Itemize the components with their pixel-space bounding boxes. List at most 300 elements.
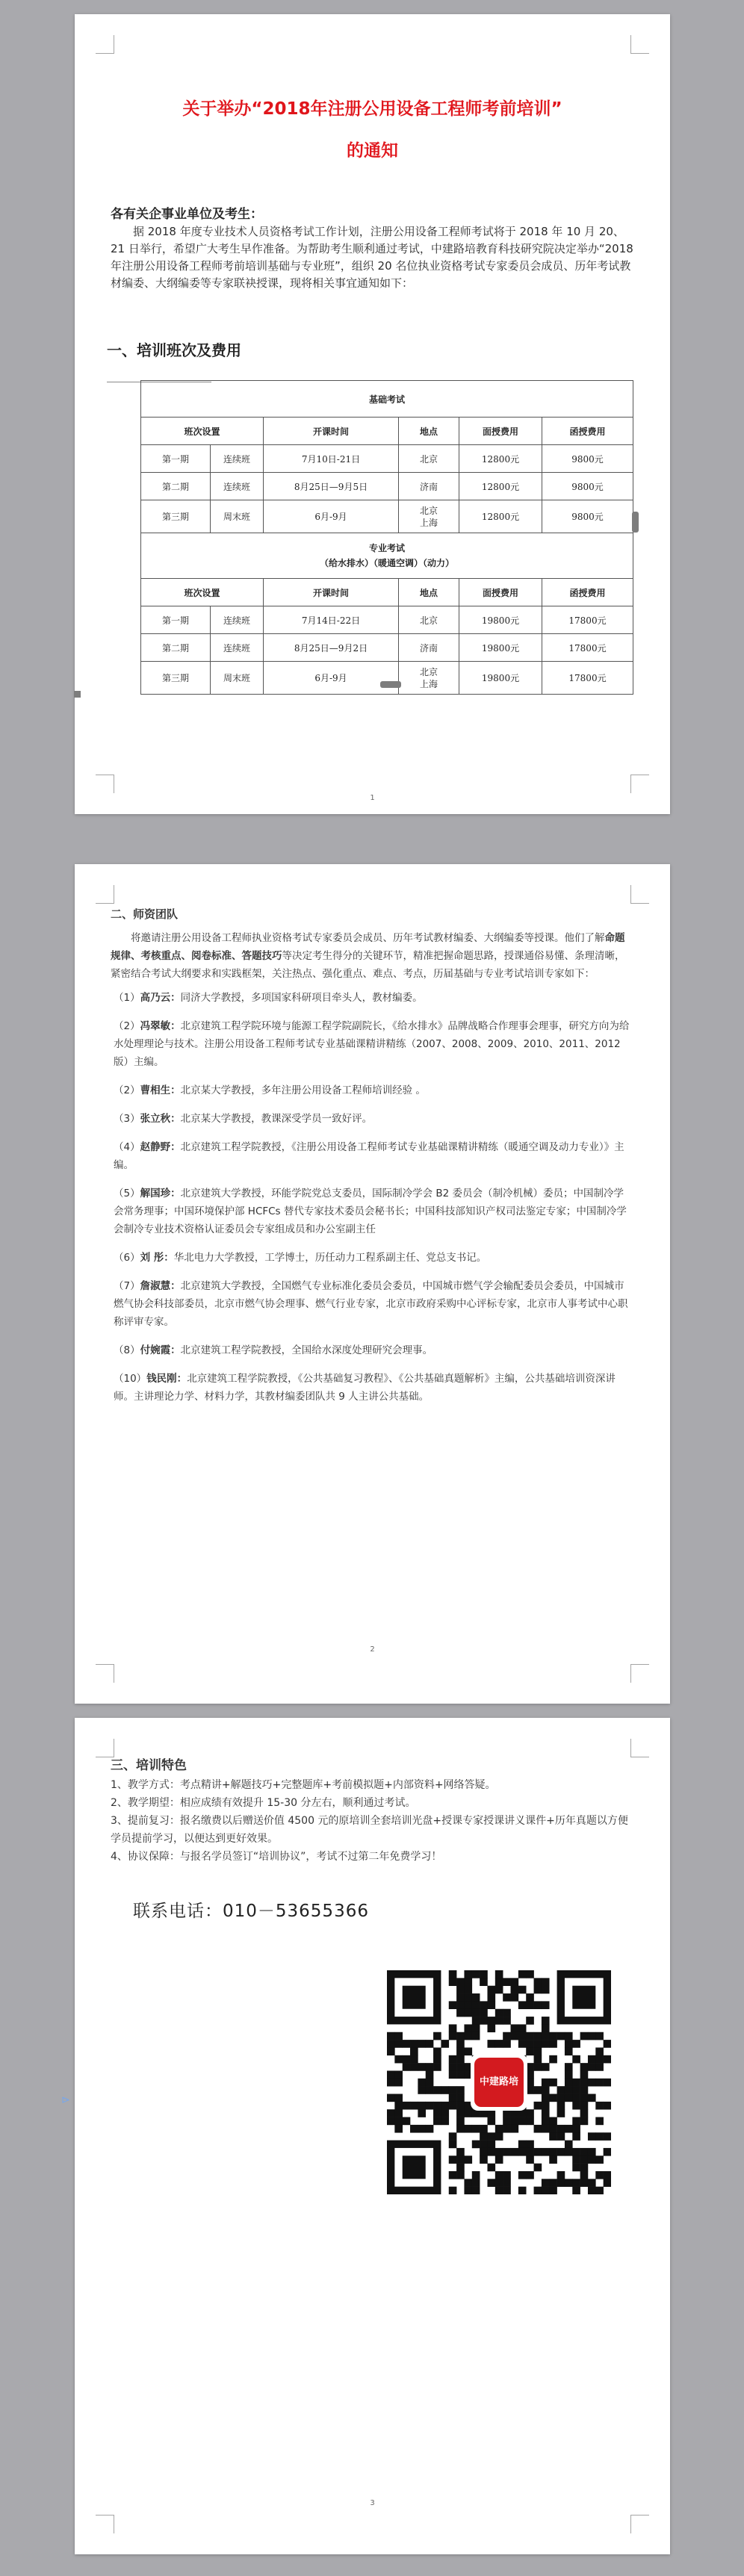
- qr-module: [456, 2055, 465, 2064]
- text-cursor-icon: ⊳: [61, 2094, 70, 2106]
- class-type-cell: 连续班: [211, 606, 264, 634]
- qr-module: [534, 2055, 542, 2064]
- qr-module: [426, 2063, 434, 2071]
- qr-module: [464, 1970, 472, 1978]
- qr-module: [588, 2094, 596, 2102]
- qr-module: [456, 2063, 465, 2071]
- face-fee-cell: 19800元: [459, 662, 542, 695]
- qr-module: [511, 1978, 519, 1986]
- remote-fee-cell: 17800元: [542, 662, 633, 695]
- qr-module: [588, 2187, 596, 2194]
- qr-module: [495, 2156, 503, 2164]
- qr-module: [472, 2017, 480, 2025]
- qr-module: [487, 1986, 495, 1994]
- qr-module: [394, 2125, 403, 2133]
- qr-module: [433, 2063, 441, 2071]
- qr-module: [487, 2141, 495, 2149]
- qr-module: [511, 1986, 519, 1994]
- qr-module: [487, 1993, 495, 2002]
- qr-module: [511, 2125, 519, 2133]
- qr-module: [449, 2102, 457, 2110]
- location-cell: 北京: [399, 445, 459, 473]
- qr-module: [456, 2117, 465, 2126]
- qr-module: [394, 2102, 403, 2110]
- qr-module: [433, 2086, 441, 2094]
- table-row: [141, 445, 633, 473]
- salutation: 各有关企事业单位及考生：: [111, 207, 263, 222]
- qr-module: [511, 2024, 519, 2032]
- col-header: 地点: [399, 579, 459, 606]
- table-row: [141, 634, 633, 662]
- qr-module: [518, 2141, 527, 2149]
- qr-module: [426, 2079, 434, 2087]
- qr-module: [464, 1986, 472, 1994]
- qr-module: [449, 2141, 457, 2149]
- fee-table: [140, 380, 633, 695]
- teacher-desc: 华北电力大学教授，工学博士，历任动力工程系副主任、党总支书记。: [173, 1252, 487, 1264]
- qr-module: [542, 2017, 550, 2025]
- qr-module: [503, 2125, 511, 2133]
- qr-module: [565, 2070, 573, 2079]
- qr-module: [464, 2179, 472, 2187]
- qr-module: [487, 2017, 495, 2025]
- qr-module: [604, 2079, 611, 2087]
- qr-module: [549, 2148, 557, 2156]
- teacher-item: [111, 1249, 633, 1267]
- qr-module: [456, 2125, 465, 2133]
- qr-module: [387, 2032, 395, 2040]
- notice-title-line2: 的通知: [347, 141, 398, 161]
- qr-module: [534, 2001, 542, 2009]
- section-heading-3: 三、培训特色: [111, 1758, 187, 1773]
- qr-module: [433, 2055, 441, 2064]
- section-heading-2: 二、师资团队: [111, 907, 179, 921]
- feature-item: 1、教学方式：考点精讲+解题技巧+完整题库+考前模拟题+内部资料+网络答疑。: [111, 1779, 496, 1791]
- qr-module: [495, 2125, 503, 2133]
- qr-module: [549, 2156, 557, 2164]
- qr-module: [557, 2148, 565, 2156]
- qr-module: [441, 2109, 449, 2117]
- qr-module: [464, 2047, 472, 2055]
- qr-module: [449, 2171, 457, 2179]
- remote-fee-cell: 9800元: [542, 500, 633, 533]
- time-cell: 7月10日-21日: [264, 445, 399, 473]
- qr-module: [426, 2125, 434, 2133]
- teacher-no: （2）: [114, 1084, 140, 1096]
- teacher-no: （5）: [114, 1188, 140, 1199]
- teacher-name: 冯翠敏：: [140, 1020, 181, 1032]
- face-fee-cell: 19800元: [459, 634, 542, 662]
- qr-module: [456, 2070, 465, 2079]
- qr-module: [449, 2086, 457, 2094]
- qr-finder-square: [403, 2156, 426, 2179]
- qr-module: [456, 2156, 465, 2164]
- qr-module: [572, 2040, 580, 2048]
- teacher-item: [111, 1277, 633, 1331]
- document-page-1: [75, 14, 670, 814]
- table-resize-handle-bottom[interactable]: [380, 681, 401, 688]
- qr-module: [580, 2164, 589, 2172]
- crop-mark: [96, 1739, 114, 1757]
- qr-module: [549, 2125, 557, 2133]
- qr-module: [418, 2086, 426, 2094]
- qr-module: [565, 2040, 573, 2048]
- qr-module: [542, 1978, 550, 1986]
- qr-module: [534, 2032, 542, 2040]
- qr-module: [542, 2024, 550, 2032]
- period-cell: 第一期: [141, 606, 211, 634]
- col-header: 地点: [399, 418, 459, 445]
- pro-exam-title-text: 专业考试: [368, 543, 405, 553]
- qr-module: [549, 2179, 557, 2187]
- qr-module: [572, 2156, 580, 2164]
- col-header: 开课时间: [264, 579, 399, 606]
- time-cell: 6月-9月: [264, 662, 399, 695]
- faculty-intro-emphasis: 命题规律、考核重点、阅卷标准、答题技巧: [111, 932, 625, 962]
- qr-module: [557, 2125, 565, 2133]
- teacher-item: [111, 1081, 633, 1099]
- intro-paragraph: 据 2018 年度专业技术人员资格考试工作计划，注册公用设备工程师考试将于 2018 年 10 月 20、21 日举行，希望广大考生早作准备。为帮助考生顺利通过考试，中建路培教育科技研究院决定举办“2018 年注册公用设备工程师考前培训基础与专业班”，组织 20 名位执业资格考试专家委员会成员、历年考试教材编委、大纲编委等专家联袂授课，现将相关事宜通知如下：: [111, 225, 633, 290]
- crop-mark: [96, 35, 114, 54]
- qr-module: [604, 2040, 611, 2048]
- qr-module: [595, 2055, 604, 2064]
- face-fee-cell: 12800元: [459, 473, 542, 500]
- qr-module: [588, 2132, 596, 2141]
- qr-module: [565, 2094, 573, 2102]
- qr-module: [441, 2086, 449, 2094]
- location-cell: 北京 上海: [399, 662, 459, 695]
- qr-module: [456, 1986, 465, 1994]
- col-header: 面授费用: [459, 418, 542, 445]
- qr-module: [588, 2079, 596, 2087]
- qr-module: [572, 2125, 580, 2133]
- qr-module: [472, 2179, 480, 2187]
- qr-module: [495, 1986, 503, 1994]
- qr-module: [449, 2032, 457, 2040]
- qr-module: [464, 2001, 472, 2009]
- crop-mark: [96, 2515, 114, 2533]
- qr-module: [557, 2094, 565, 2102]
- feature-item: 4、协议保障：与报名学员签订“培训协议”，考试不过第二年免费学习！: [111, 1851, 442, 1863]
- qr-module: [595, 2171, 604, 2179]
- qr-module: [403, 2102, 411, 2110]
- qr-module: [503, 2117, 511, 2126]
- teacher-name: 钱民刚：: [146, 1373, 187, 1385]
- qr-module: [456, 2102, 465, 2110]
- qr-module: [580, 2171, 589, 2179]
- qr-module: [472, 1970, 480, 1978]
- qr-module: [534, 1978, 542, 1986]
- location-cell: 北京 上海: [399, 500, 459, 533]
- qr-module: [456, 2086, 465, 2094]
- qr-module: [503, 2148, 511, 2156]
- teacher-name: 曹相生：: [140, 1084, 181, 1096]
- col-header: 面授费用: [459, 579, 542, 606]
- teacher-no: （4）: [114, 1141, 140, 1153]
- teacher-no: （1）: [114, 992, 140, 1004]
- qr-module: [542, 2179, 550, 2187]
- qr-module: [464, 2109, 472, 2117]
- qr-module: [526, 2109, 534, 2117]
- qr-module: [526, 1970, 534, 1978]
- qr-module: [394, 2094, 403, 2102]
- crop-mark: [630, 775, 649, 793]
- qr-module: [588, 2032, 596, 2040]
- qr-module: [387, 2109, 395, 2117]
- qr-module: [456, 2047, 465, 2055]
- qr-module: [542, 2117, 550, 2126]
- qr-module: [449, 2132, 457, 2141]
- qr-module: [595, 2117, 604, 2126]
- teacher-no: （2）: [114, 1020, 140, 1032]
- period-cell: 第二期: [141, 634, 211, 662]
- qr-module: [534, 2047, 542, 2055]
- qr-module: [503, 2187, 511, 2194]
- qr-module: [595, 2079, 604, 2087]
- qr-module: [487, 2179, 495, 2187]
- teacher-name: 解国珍：: [140, 1188, 181, 1199]
- qr-module: [472, 2187, 480, 2194]
- qr-module: [518, 2117, 527, 2126]
- qr-module: [526, 2117, 534, 2126]
- qr-module: [480, 2132, 488, 2141]
- qr-module: [511, 1993, 519, 2002]
- qr-module: [557, 2086, 565, 2094]
- pro-exam-title: [141, 533, 633, 579]
- remote-fee-cell: 9800元: [542, 445, 633, 473]
- qr-module: [456, 2032, 465, 2040]
- qr-module: [557, 2032, 565, 2040]
- col-header: 班次设置: [141, 418, 264, 445]
- qr-module: [542, 1986, 550, 1994]
- page-number: 1: [370, 794, 375, 802]
- document-page-2: [75, 864, 670, 1704]
- qr-module: [426, 2040, 434, 2048]
- qr-module: [456, 2009, 465, 2017]
- qr-module: [449, 2055, 457, 2064]
- qr-module: [572, 2187, 580, 2194]
- qr-module: [394, 2055, 403, 2064]
- qr-module: [534, 2148, 542, 2156]
- qr-module: [580, 2032, 589, 2040]
- teacher-name: 刘 彤：: [140, 1252, 174, 1264]
- qr-module: [518, 1970, 527, 1978]
- section-heading-1: 一、培训班次及费用: [107, 341, 241, 359]
- qr-module: [495, 1978, 503, 1986]
- qr-module: [549, 2132, 557, 2141]
- feature-item: 3、提前复习：报名缴费以后赠送价值 4500 元的原培训全套培训光盘+授课专家授课讲义课件+历年真题以方便学员提前学习，以便达到更好效果。: [111, 1815, 628, 1845]
- qr-module: [503, 1978, 511, 1986]
- qr-module: [464, 2187, 472, 2194]
- qr-module: [441, 2117, 449, 2126]
- qr-module: [387, 2040, 395, 2048]
- location-cell: 济南: [399, 473, 459, 500]
- col-header: 函授费用: [542, 579, 633, 606]
- table-row: [141, 606, 633, 634]
- remote-fee-cell: 17800元: [542, 606, 633, 634]
- qr-module: [526, 2141, 534, 2149]
- qr-module: [595, 2187, 604, 2194]
- qr-logo-badge: [471, 2054, 527, 2111]
- qr-module: [604, 2132, 611, 2141]
- qr-finder-square: [403, 1986, 426, 2009]
- face-fee-cell: 19800元: [459, 606, 542, 634]
- qr-module: [580, 2156, 589, 2164]
- qr-module: [480, 1978, 488, 1986]
- teacher-no: （7）: [114, 1280, 140, 1292]
- qr-module: [472, 1993, 480, 2002]
- qr-module: [456, 2109, 465, 2117]
- class-type-cell: 连续班: [211, 473, 264, 500]
- qr-module: [449, 2094, 457, 2102]
- teacher-desc: 北京建筑工程学院环境与能源工程学院副院长，《给水排水》品牌战略合作理事会理事，研究方向为给水处理理论与技术。注册公用设备工程师考试专业基础课精讲精练（2007、2008、2009、2010、2011、2012 版）主编。: [114, 1020, 630, 1068]
- col-header: 班次设置: [141, 579, 264, 606]
- qr-module: [511, 2117, 519, 2126]
- qr-module: [394, 2040, 403, 2048]
- time-cell: 8月25日—9月2日: [264, 634, 399, 662]
- qr-module: [557, 2179, 565, 2187]
- qr-module: [418, 2063, 426, 2071]
- qr-module: [542, 2079, 550, 2087]
- qr-module: [549, 2094, 557, 2102]
- qr-module: [572, 2179, 580, 2187]
- period-cell: 第一期: [141, 445, 211, 473]
- qr-module: [542, 2032, 550, 2040]
- col-header: 函授费用: [542, 418, 633, 445]
- qr-module: [565, 2125, 573, 2133]
- teacher-item: [111, 1341, 633, 1359]
- qr-module: [456, 2171, 465, 2179]
- qr-module: [542, 2094, 550, 2102]
- teacher-name: 赵静野：: [140, 1141, 181, 1153]
- qr-module: [572, 2094, 580, 2102]
- contact-phone: 联系电话：010－53655366: [133, 1902, 369, 1921]
- qr-module: [580, 2079, 589, 2087]
- qr-module: [433, 2117, 441, 2126]
- qr-module: [534, 2125, 542, 2133]
- qr-module: [565, 2148, 573, 2156]
- qr-module: [518, 1986, 527, 1994]
- qr-module: [433, 2109, 441, 2117]
- qr-module: [526, 2171, 534, 2179]
- qr-module: [557, 2109, 565, 2117]
- teacher-desc: 同济大学教授，多项国家科研项目牵头人，教材编委。: [180, 992, 423, 1004]
- qr-module: [480, 2148, 488, 2156]
- qr-module: [526, 2148, 534, 2156]
- qr-module: [565, 2179, 573, 2187]
- teacher-desc: 北京某大学教授，多年注册公用设备工程师培训经验 。: [180, 1084, 426, 1096]
- period-cell: 第三期: [141, 500, 211, 533]
- qr-module: [394, 2032, 403, 2040]
- qr-module: [503, 1993, 511, 2002]
- qr-module: [580, 2117, 589, 2126]
- qr-module: [557, 2102, 565, 2110]
- qr-module: [426, 2086, 434, 2094]
- qr-module: [410, 2102, 418, 2110]
- qr-module: [588, 2156, 596, 2164]
- qr-module: [495, 1970, 503, 1978]
- crop-mark: [630, 2515, 649, 2533]
- remote-fee-cell: 9800元: [542, 473, 633, 500]
- qr-module: [456, 2001, 465, 2009]
- qr-module: [518, 2148, 527, 2156]
- qr-module: [387, 2079, 395, 2087]
- qr-module: [565, 2079, 573, 2087]
- teacher-no: （8）: [114, 1344, 140, 1356]
- qr-module: [387, 2070, 395, 2079]
- time-cell: 8月25日—9月5日: [264, 473, 399, 500]
- qr-module: [557, 2171, 565, 2179]
- class-type-cell: 周末班: [211, 662, 264, 695]
- faculty-intro-c: 等决定考生得分的关键环节，精准把握命题思路，授课通俗易懂、条理清晰，紧密结合考试大纲要求和实践框架，关注热点、强化重点、难点、考点，历届基础与专业考试培训专家如下：: [111, 950, 625, 980]
- qr-module: [518, 2001, 527, 2009]
- notice-title: 关于举办“2018年注册公用设备工程师考前培训”: [182, 99, 562, 119]
- crop-mark: [630, 1739, 649, 1757]
- qr-module: [518, 2024, 527, 2032]
- qr-module: [480, 2156, 488, 2164]
- qr-module: [526, 2047, 534, 2055]
- qr-module: [480, 1970, 488, 1978]
- qr-module: [495, 2040, 503, 2048]
- location-cell: 北京: [399, 606, 459, 634]
- teacher-item: [111, 1138, 633, 1174]
- teacher-name: 付婉霞：: [140, 1344, 181, 1356]
- qr-module: [534, 2063, 542, 2071]
- qr-module: [394, 2079, 403, 2087]
- qr-module: [580, 2148, 589, 2156]
- face-fee-cell: 12800元: [459, 500, 542, 533]
- qr-module: [472, 2141, 480, 2149]
- qr-module: [542, 2125, 550, 2133]
- table-row: [141, 473, 633, 500]
- table-resize-handle-right[interactable]: [632, 512, 639, 533]
- qr-module: [503, 2179, 511, 2187]
- qr-module: [449, 2001, 457, 2009]
- qr-module: [456, 1993, 465, 2002]
- qr-module: [487, 2164, 495, 2172]
- teacher-desc: 北京建筑工程学院教授，《公共基础复习教程》、《公共基础真题解析》主编，公共基础培训资深讲师。主讲理论力学、材料力学，其教材编委团队共 9 人主讲公共基础。: [114, 1373, 616, 1403]
- qr-module: [503, 2171, 511, 2179]
- faculty-intro: [111, 929, 633, 983]
- location-cell: 济南: [399, 634, 459, 662]
- qr-module: [572, 2148, 580, 2156]
- qr-module: [518, 2040, 527, 2048]
- qr-module: [449, 2070, 457, 2079]
- qr-module: [572, 2117, 580, 2126]
- qr-module: [464, 2009, 472, 2017]
- qr-module: [472, 2001, 480, 2009]
- qr-module: [487, 2148, 495, 2156]
- qr-module: [487, 2132, 495, 2141]
- qr-module: [580, 2086, 589, 2094]
- teacher-desc: 北京建筑大学教授，全国燃气专业标准化委员会委员，中国城市燃气学会输配委员会委员，中国城市燃气协会科技部委员，北京市燃气协会理事、燃气行业专家，北京市政府采购中心评标专家，北京市人事考试中心职称评审专家。: [114, 1280, 628, 1328]
- qr-module: [464, 2024, 472, 2032]
- qr-module: [595, 2102, 604, 2110]
- table-move-handle[interactable]: [74, 691, 81, 698]
- class-type-cell: 连续班: [211, 634, 264, 662]
- crop-mark: [630, 885, 649, 904]
- qr-module: [534, 2086, 542, 2094]
- qr-module: [604, 2179, 611, 2187]
- qr-module: [542, 2148, 550, 2156]
- qr-module: [464, 1978, 472, 1986]
- qr-module: [542, 2109, 550, 2117]
- qr-module: [557, 2132, 565, 2141]
- teacher-no: （3）: [114, 1113, 140, 1125]
- qr-module: [549, 2032, 557, 2040]
- qr-module: [518, 2032, 527, 2040]
- qr-module: [595, 2047, 604, 2055]
